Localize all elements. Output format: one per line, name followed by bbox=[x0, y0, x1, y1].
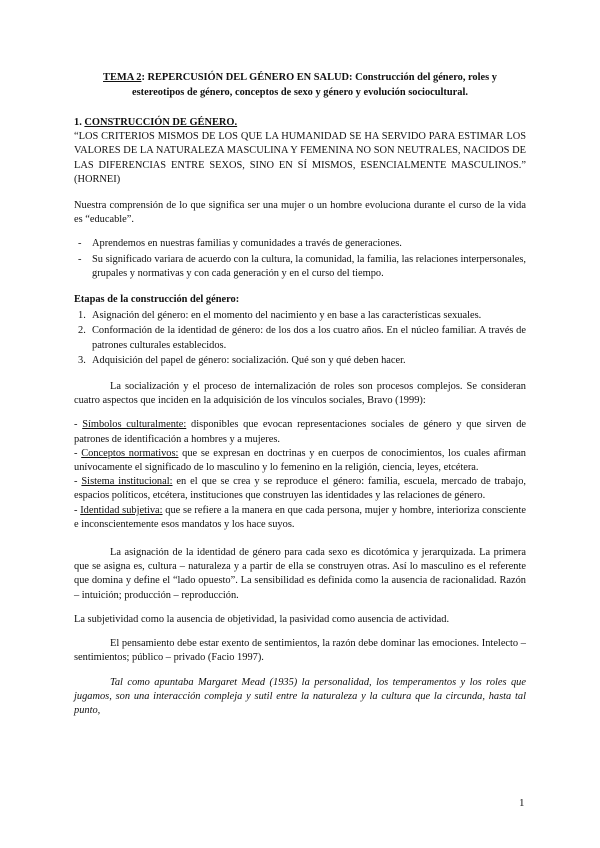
etapa-number: 3. bbox=[78, 354, 86, 366]
bullet-item bbox=[74, 237, 526, 251]
section-title: CONSTRUCCIÓN DE GÉNERO. bbox=[84, 117, 238, 128]
etapa-text: Conformación de la identidad de género: de los dos a los cuatro años. En el núcleo familiar. A través de patrones culturales establecidos. bbox=[92, 325, 526, 351]
aspect-prefix: - bbox=[74, 504, 81, 516]
subjetividad-paragraph: La subjetividad como la ausencia de objetividad, la pasividad como ausencia de actividad. bbox=[74, 613, 450, 625]
page-number: 1 bbox=[519, 797, 525, 809]
bullet-text: Aprendemos en nuestras familias y comunidades a través de generaciones. bbox=[92, 238, 402, 250]
etapa-number: 2. bbox=[78, 325, 86, 337]
bullet-item bbox=[74, 253, 526, 281]
aspect-prefix: - bbox=[74, 447, 82, 459]
etapa-number: 1. bbox=[78, 310, 86, 322]
bullet-mark: - bbox=[78, 253, 82, 265]
etapa-text: Adquisición del papel de género: socialización. Qué son y qué deben hacer. bbox=[92, 354, 406, 366]
aspects-list bbox=[74, 418, 526, 532]
section-number: 1. bbox=[74, 117, 85, 128]
aspect-item bbox=[74, 475, 526, 503]
aspect-prefix: - bbox=[74, 419, 83, 431]
etapa-text: Asignación del género: en el momento del nacimiento y en base a las características sexuales. bbox=[92, 310, 482, 322]
page-content bbox=[74, 70, 526, 718]
asignacion-paragraph: La asignación de la identidad de género para cada sexo es dicotómica y jerarquizada. La primera que se asigna es, cultura – naturaleza y a partir de ella se construyen otras. Así lo masculino es el referente que domina y define el “lado opuesto”. La sensibilidad es definida como la ausencia de racionalidad. Razón – intuición; producción – reproducción. bbox=[74, 547, 526, 601]
etapa-item bbox=[74, 354, 526, 368]
aspect-term: Conceptos normativos: bbox=[81, 447, 179, 459]
section-heading bbox=[74, 116, 526, 130]
etapas-list bbox=[74, 309, 526, 368]
mead-paragraph: Tal como apuntaba Margaret Mead (1935) la personalidad, los temperamentos y los roles que jugamos, son una interacción compleja y sutil entre la naturaleza y la cultura que la circunda, hasta tal punto, bbox=[74, 676, 526, 716]
aspect-item bbox=[74, 447, 526, 475]
etapa-item bbox=[74, 324, 526, 352]
aspect-prefix: - bbox=[74, 476, 82, 488]
hornei-quote: “LOS CRITERIOS MISMOS DE LOS QUE LA HUMANIDAD SE HA SERVIDO PARA ESTIMAR LOS VALORES DE LA NATURALEZA MASCULINA Y FEMENINA NO SON NEUTRALES, NACIDOS DE LAS DIFERENCIAS ENTRE SEXOS, SINO EN SÍ MISMOS, ESENCIALMENTE MASCULINOS.” (HORNEI) bbox=[74, 131, 526, 185]
pensamiento-paragraph: El pensamiento debe estar exento de sentimientos, la razón debe dominar las emociones. Intelecto – sentimientos; público – privado (Facio 1997). bbox=[74, 638, 526, 664]
aspect-text: disponibles que evocan representaciones sociales de género y que sirven de patrones de identificación a hombres y a mujeres. bbox=[74, 419, 527, 445]
socializacion-paragraph: La socialización y el proceso de internalización de roles son procesos complejos. Se consideran cuatro aspectos que inciden en la adquisición de los vínculos sociales, Bravo (1999): bbox=[74, 381, 526, 407]
aspect-item bbox=[74, 504, 526, 532]
title-lead: TEMA 2 bbox=[103, 72, 142, 83]
aspect-term: Identidad subjetiva: bbox=[80, 504, 163, 516]
aspect-term: Sistema institucional: bbox=[81, 476, 173, 488]
document-title bbox=[84, 70, 516, 100]
aspect-text: en el que se crea y se reproduce el género: familia, escuela, mercado de trabajo, espacios políticos, etcétera, instituciones que construyen las identidades y las relaciones de género. bbox=[74, 476, 526, 502]
aspect-term: Símbolos culturalmente: bbox=[82, 419, 187, 431]
aspect-text: que se expresan en doctrinas y en cuerpos de conocimientos, los cuales afirman unívocamente el significado de lo masculino y lo femenino en la religión, ciencia, leyes, etcétera. bbox=[74, 447, 526, 474]
bullet-mark: - bbox=[78, 238, 82, 250]
title-colon: : bbox=[141, 72, 148, 83]
aspect-item bbox=[74, 418, 526, 446]
intro-paragraph: Nuestra comprensión de lo que significa ser una mujer o un hombre evoluciona durante el curso de la vida es “educable”. bbox=[74, 200, 526, 226]
etapas-heading: Etapas de la construcción del género: bbox=[74, 294, 240, 306]
title-rest: Construcción del género, roles y estereotipos de género, conceptos de sexo y género y evolución sociocultural. bbox=[132, 72, 497, 98]
title-underlined: REPERCUSIÓN DEL GÉNERO EN SALUD: bbox=[147, 72, 353, 83]
bullet-text: Su significado variara de acuerdo con la cultura, la comunidad, la familia, las relaciones interpersonales, grupales y normativas y con cada generación y en el curso del tiempo. bbox=[92, 253, 526, 279]
bullet-list bbox=[74, 237, 526, 281]
aspect-text: que se refiere a la manera en que cada persona, mujer y hombre, interioriza consciente e inconscientemente esos mandatos y los hace suyos. bbox=[74, 504, 526, 530]
etapa-item bbox=[74, 309, 526, 323]
